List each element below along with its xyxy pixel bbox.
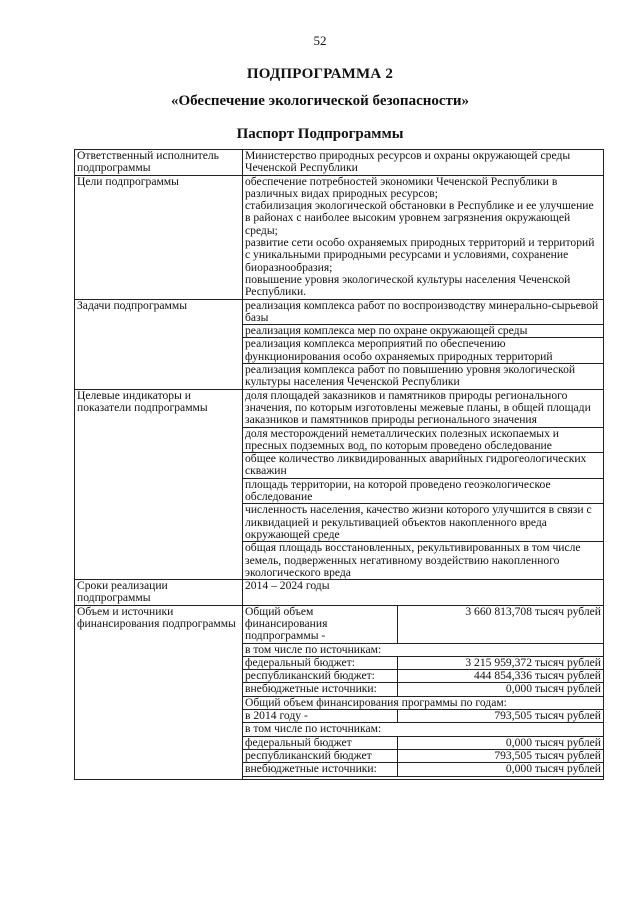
terms-value: 2014 – 2024 годы	[243, 580, 604, 606]
goal-item: развитие сети особо охраняемых природных территорий и территорий с уникальными природными ресурсами и условиями, сохранение биоразнообразия;	[245, 236, 595, 274]
indicator-item: доля площадей заказников и памятников природы регионального значения, по которым изготовлены межевые планы, в общей площади заказников и памятников природы регионального значения	[243, 389, 604, 427]
y2014-republic-label: республиканский бюджет	[243, 749, 398, 762]
terms-label: Сроки реализации подпрограммы	[75, 580, 243, 606]
indicators-label: Целевые индикаторы и показатели подпрограммы	[75, 389, 243, 579]
extra-value: 0,000 тысяч рублей	[398, 683, 604, 696]
extra-label: внебюджетные источники:	[243, 683, 398, 696]
task-item: реализация комплекса работ по воспроизводству минерально-сырьевой базы	[243, 299, 604, 325]
passport-table	[74, 149, 604, 780]
passport-title: Паспорт Подпрограммы	[236, 126, 404, 142]
federal-value: 3 215 959,372 тысяч рублей	[398, 656, 604, 669]
federal-label: федеральный бюджет:	[243, 656, 398, 669]
indicator-item: общая площадь восстановленных, рекультивированных в том числе земель, подверженных негативному воздействию накопленного экологического вреда	[243, 542, 604, 580]
y2014-extra-label: внебюджетные источники:	[243, 763, 398, 776]
indicator-item: доля месторождений неметаллических полезных ископаемых и пресных подземных вод, по которым проведено обследование	[243, 427, 604, 453]
financing-total-label: Общий объем финансирования подпрограммы -	[243, 605, 398, 643]
row-terms	[75, 580, 604, 606]
table-continuation	[243, 776, 604, 779]
y2014-republic-value: 793,505 тысяч рублей	[398, 749, 604, 762]
responsible-value: Министерство природных ресурсов и охраны окружающей среды Чеченской Республики	[243, 150, 604, 176]
y2014-extra-value: 0,000 тысяч рублей	[398, 763, 604, 776]
goals-list	[243, 175, 604, 299]
task-item: реализация комплекса мероприятий по обеспечению функционирования особо охраняемых природных территорий	[243, 338, 604, 364]
indicator-item: общее количество ликвидированных аварийных гидрогеологических скважин	[243, 453, 604, 479]
subprogram-heading: ПОДПРОГРАММА 2	[246, 66, 394, 82]
task-item: реализация комплекса работ по повышению уровня экологической культуры населения Чеченской Республики	[243, 364, 604, 390]
y2014-sources-label: в том числе по источникам:	[243, 723, 604, 736]
indicator-item: площадь территории, на которой проведено геоэкологическое обследование	[243, 478, 604, 504]
row-responsible	[75, 150, 604, 176]
republic-value: 444 854,336 тысяч рублей	[398, 670, 604, 683]
responsible-label: Ответственный исполнитель подпрограммы	[75, 150, 243, 176]
y2014-value: 793,505 тысяч рублей	[398, 710, 604, 723]
row-financing-total	[75, 605, 604, 643]
y2014-federal-value: 0,000 тысяч рублей	[398, 736, 604, 749]
row-goals	[75, 175, 604, 299]
goal-item: обеспечение потребностей экономики Чеченской Республики в различных видах природных ресурсов;	[245, 174, 558, 200]
row-task	[75, 299, 604, 325]
by-years-label: Общий объем финансирования программы по годам:	[243, 696, 604, 709]
subprogram-subtitle: «Обеспечение экологической безопасности»	[170, 93, 470, 109]
sources-label: в том числе по источникам:	[243, 643, 604, 656]
financing-label: Объем и источники финансирования подпрограммы	[75, 605, 243, 779]
goal-item: повышение уровня экологической культуры населения Чеченской Республики.	[245, 272, 571, 299]
financing-total-value: 3 660 813,708 тысяч рублей	[398, 605, 604, 643]
goals-label: Цели подпрограммы	[75, 175, 243, 299]
page-number: 52	[313, 33, 327, 48]
y2014-federal-label: федеральный бюджет	[243, 736, 398, 749]
republic-label: республиканский бюджет:	[243, 670, 398, 683]
row-indicator	[75, 389, 604, 427]
indicator-item: численность населения, качество жизни которого улучшится в связи с ликвидацией и рекультивацией объектов накопленного вреда окружающей среде	[243, 504, 604, 542]
tasks-label: Задачи подпрограммы	[75, 299, 243, 389]
y2014-label: в 2014 году -	[243, 710, 398, 723]
task-item: реализация комплекса мер по охране окружающей среды	[243, 325, 604, 338]
goal-item: стабилизация экологической обстановки в Республике и ее улучшение в районах с наиболее высоким уровнем загрязнения окружающей среды;	[245, 199, 594, 237]
